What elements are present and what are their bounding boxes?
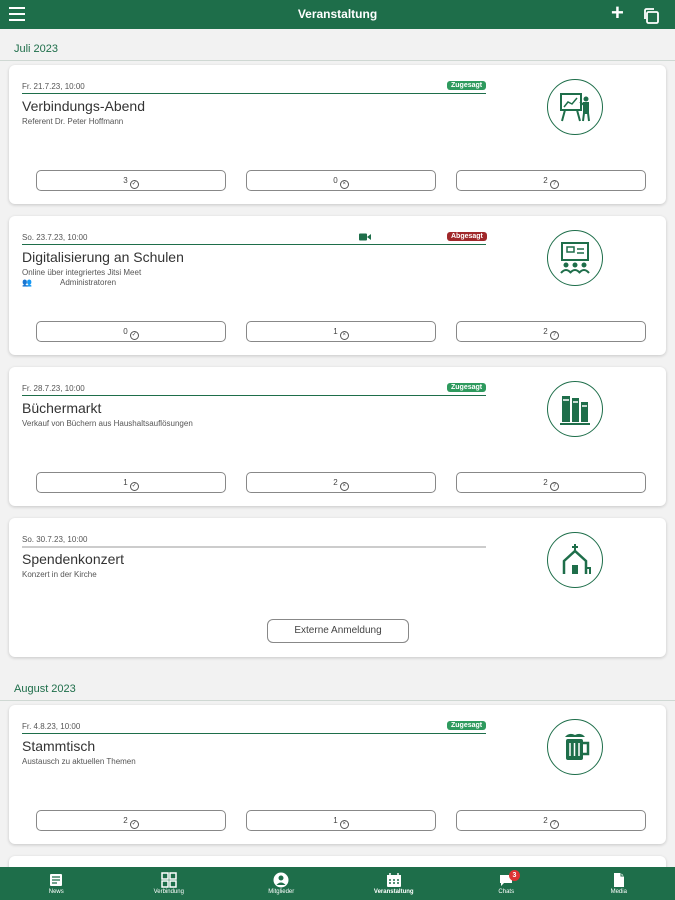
month-header: August 2023 bbox=[0, 669, 675, 701]
copy-icon[interactable] bbox=[642, 7, 660, 25]
document-icon bbox=[611, 872, 627, 888]
event-card[interactable] bbox=[9, 65, 666, 204]
response-declined-button[interactable]: 1 × bbox=[246, 810, 436, 831]
question-icon: ? bbox=[550, 482, 559, 491]
person-icon bbox=[273, 872, 289, 888]
nav-tab-veranstaltung[interactable]: Veranstaltung bbox=[338, 867, 451, 900]
response-accepted-button[interactable]: 2 ✓ bbox=[36, 810, 226, 831]
month-header: Juli 2023 bbox=[0, 29, 675, 61]
bottom-navigation bbox=[0, 867, 675, 900]
divider bbox=[22, 93, 486, 94]
event-card[interactable] bbox=[9, 216, 666, 355]
response-declined-button[interactable]: 0 × bbox=[246, 170, 436, 191]
page-title: Veranstaltung bbox=[297, 7, 378, 21]
cross-icon: × bbox=[340, 180, 349, 189]
divider bbox=[22, 546, 486, 548]
add-icon[interactable]: + bbox=[611, 0, 624, 25]
event-subtitle: Konzert in der Kirche bbox=[22, 570, 97, 579]
cross-icon: × bbox=[340, 820, 349, 829]
nav-tab-chats[interactable]: 3 Chats bbox=[450, 867, 563, 900]
news-icon bbox=[48, 872, 64, 888]
response-declined-button[interactable]: 2 × bbox=[246, 472, 436, 493]
status-badge: Zugesagt bbox=[447, 81, 486, 90]
event-card[interactable] bbox=[9, 367, 666, 506]
top-app-bar bbox=[0, 0, 675, 29]
check-icon: ✓ bbox=[131, 483, 137, 489]
response-declined-button[interactable]: 1 × bbox=[246, 321, 436, 342]
grid-icon bbox=[161, 872, 177, 888]
church-icon bbox=[547, 532, 603, 588]
status-badge: Abgesagt bbox=[447, 232, 487, 241]
divider bbox=[22, 244, 486, 245]
nav-tab-media[interactable]: Media bbox=[563, 867, 675, 900]
cross-icon: × bbox=[340, 482, 349, 491]
calendar-icon bbox=[386, 872, 402, 888]
event-title: Spendenkonzert bbox=[22, 551, 124, 567]
nav-tab-mitglieder[interactable]: Mitglieder bbox=[225, 867, 338, 900]
event-date: So. 23.7.23, 10:00 bbox=[22, 233, 88, 242]
divider bbox=[22, 395, 486, 396]
event-title: Büchermarkt bbox=[22, 400, 102, 416]
event-title: Stammtisch bbox=[22, 738, 96, 754]
question-icon: ? bbox=[550, 331, 559, 340]
response-accepted-button[interactable]: 0 ✓ bbox=[36, 321, 226, 342]
event-subtitle: Online über integriertes Jitsi Meet bbox=[22, 268, 142, 277]
check-icon: ✓ bbox=[131, 181, 137, 187]
event-subtitle: Referent Dr. Peter Hoffmann bbox=[22, 117, 124, 126]
books-icon bbox=[547, 381, 603, 437]
nav-tab-verbindung[interactable]: Verbindung bbox=[113, 867, 226, 900]
status-badge: Zugesagt bbox=[447, 721, 486, 730]
response-pending-button[interactable]: 2 ? bbox=[456, 170, 646, 191]
event-card[interactable] bbox=[9, 705, 666, 844]
nav-tab-news[interactable]: News bbox=[0, 867, 113, 900]
event-title: Verbindungs-Abend bbox=[22, 98, 145, 114]
event-subtitle: Verkauf von Büchern aus Haushaltsauflösungen bbox=[22, 419, 193, 428]
event-date: Fr. 21.7.23, 10:00 bbox=[22, 82, 85, 91]
event-card[interactable] bbox=[9, 856, 666, 867]
response-accepted-button[interactable]: 1 ✓ bbox=[36, 472, 226, 493]
beer-mug-icon bbox=[547, 719, 603, 775]
response-pending-button[interactable]: 2 ? bbox=[456, 472, 646, 493]
event-card[interactable] bbox=[9, 518, 666, 657]
event-date: So. 30.7.23, 10:00 bbox=[22, 535, 88, 544]
presentation-icon bbox=[547, 79, 603, 135]
unread-badge: 3 bbox=[509, 870, 520, 881]
event-subtitle: Austausch zu aktuellen Themen bbox=[22, 757, 136, 766]
group-label: Administratoren bbox=[60, 278, 117, 287]
event-list[interactable] bbox=[0, 29, 675, 867]
response-pending-button[interactable]: 2 ? bbox=[456, 321, 646, 342]
classroom-icon bbox=[547, 230, 603, 286]
question-icon: ? bbox=[550, 820, 559, 829]
event-date: Fr. 4.8.23, 10:00 bbox=[22, 722, 81, 731]
check-icon: ✓ bbox=[131, 821, 137, 827]
cross-icon: × bbox=[340, 331, 349, 340]
divider bbox=[22, 733, 486, 734]
status-badge: Zugesagt bbox=[447, 383, 486, 392]
event-date: Fr. 28.7.23, 10:00 bbox=[22, 384, 85, 393]
check-icon: ✓ bbox=[131, 332, 137, 338]
event-group bbox=[22, 278, 116, 287]
question-icon: ? bbox=[550, 180, 559, 189]
video-camera-icon bbox=[359, 233, 371, 241]
event-title: Digitalisierung an Schulen bbox=[22, 249, 184, 265]
external-registration-button[interactable]: Externe Anmeldung bbox=[267, 619, 409, 643]
response-pending-button[interactable]: 2 ? bbox=[456, 810, 646, 831]
response-accepted-button[interactable]: 3 ✓ bbox=[36, 170, 226, 191]
group-icon: 👥 bbox=[22, 278, 32, 287]
